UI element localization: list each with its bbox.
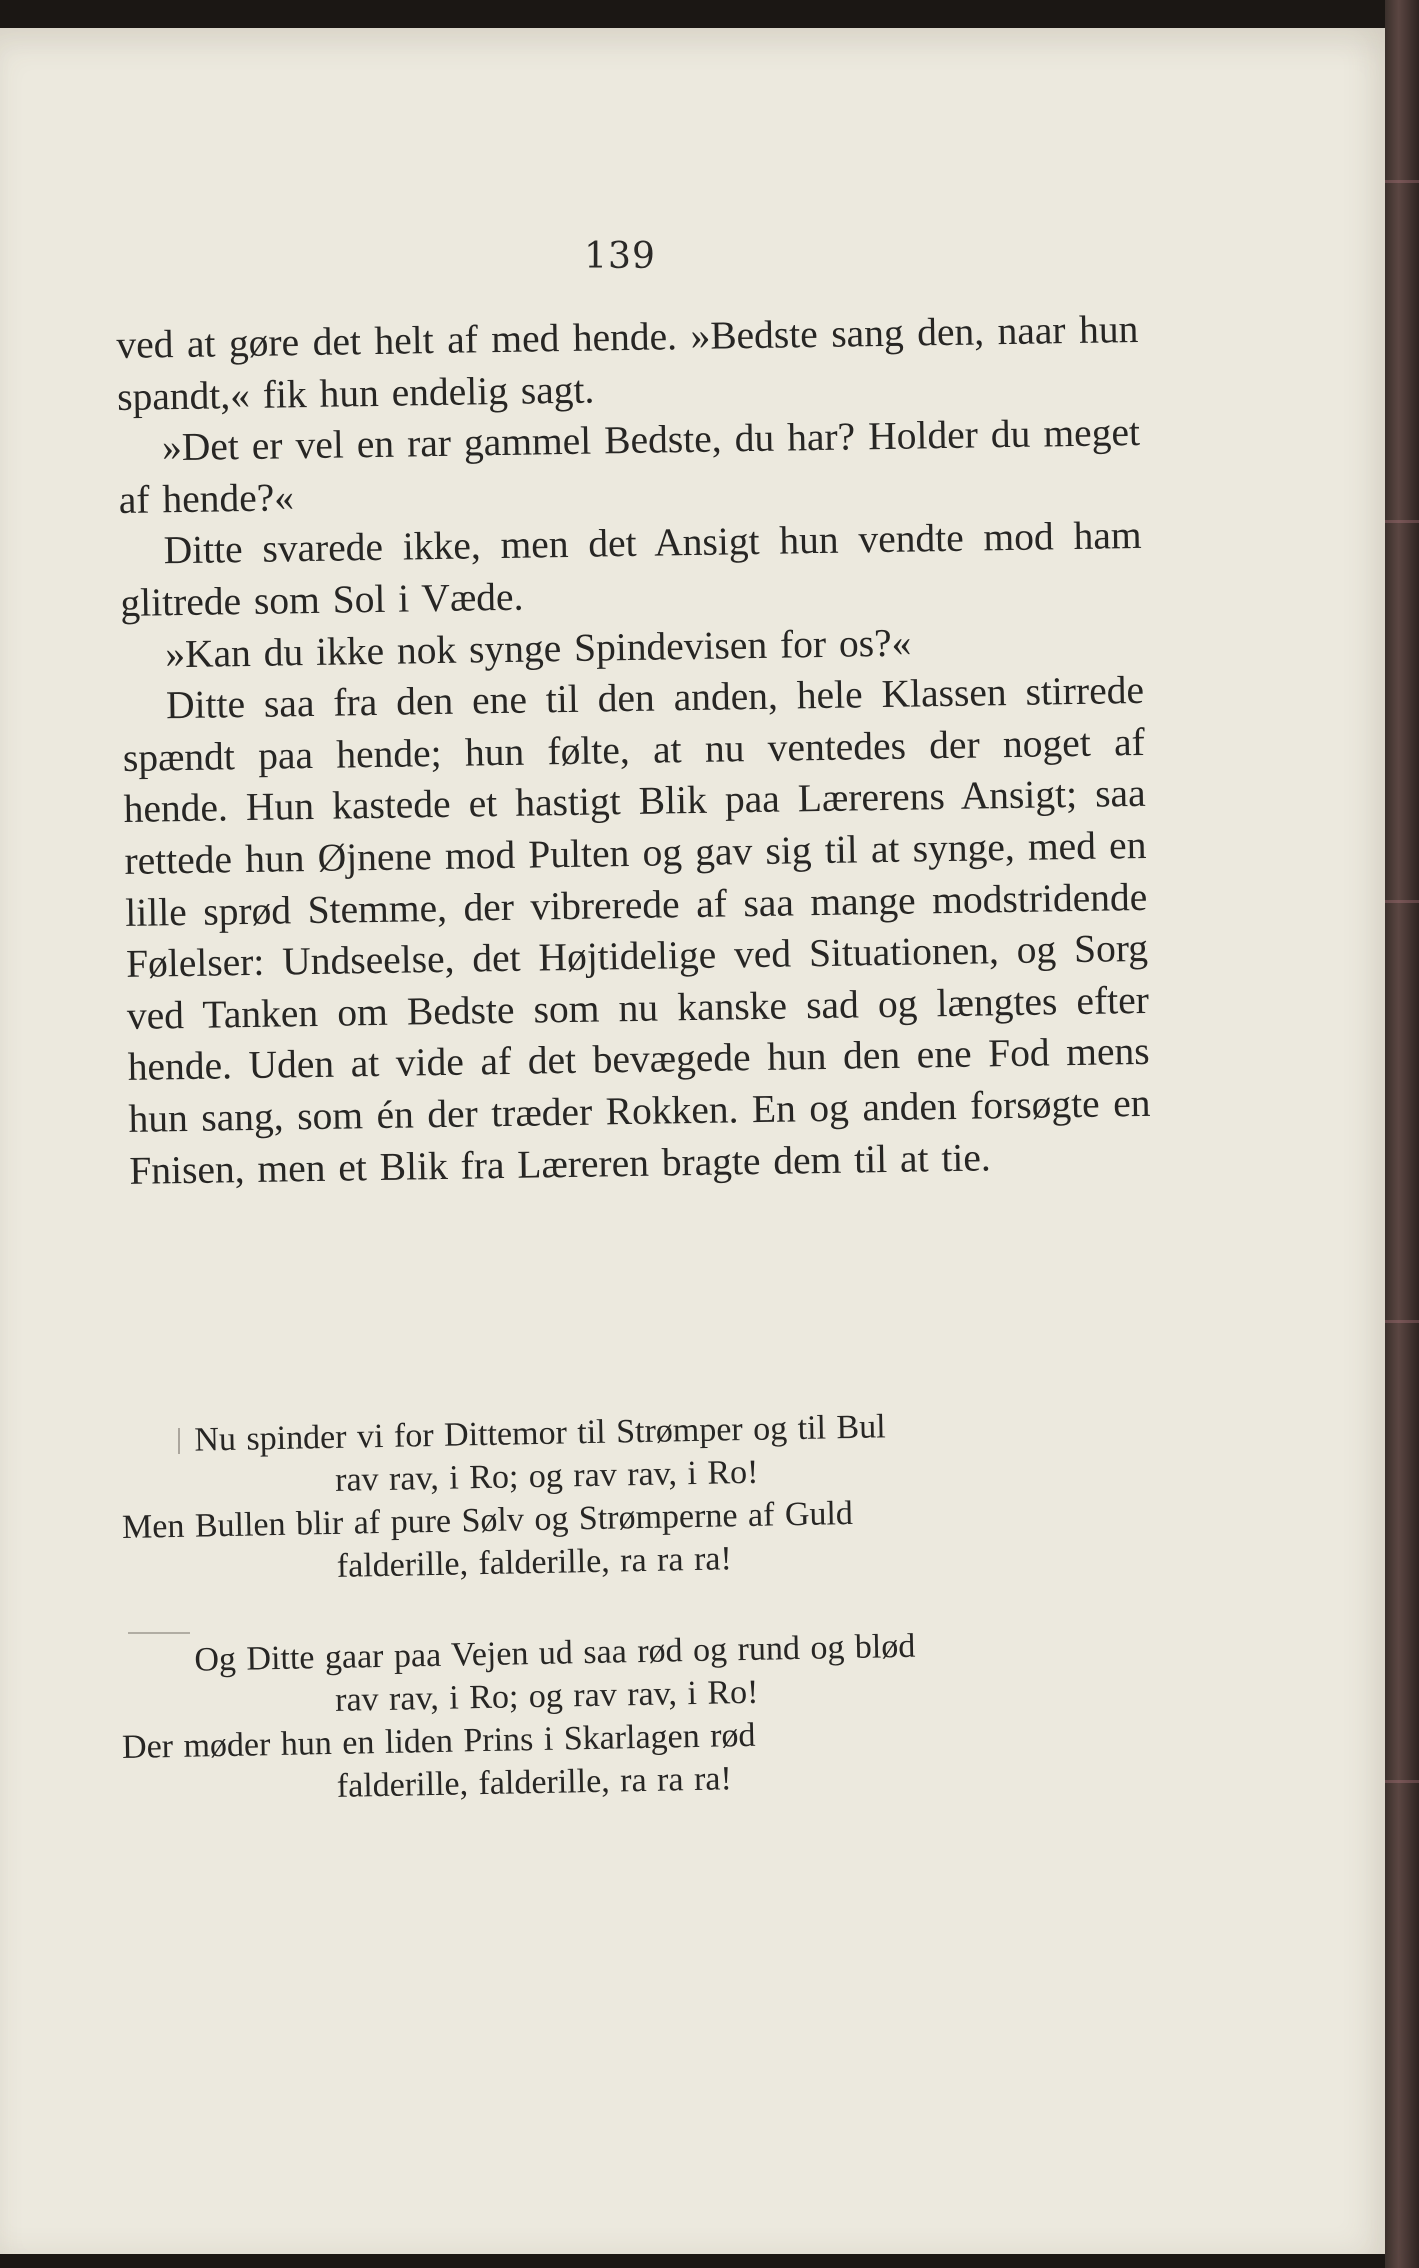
song-verse-1-line-2: rav rav, i Ro; og rav rav, i Ro!	[334, 1453, 759, 1499]
prose-body	[116, 304, 1152, 1197]
pencil-dash-mark	[128, 1632, 190, 1634]
book-binding-edge	[1385, 0, 1419, 2268]
paragraph-5: Ditte saa fra den ene til den anden, hele Klassen stirrede spændt paa hende; hun følte, at nu ventedes der noget af hende. Hun kastede et hastigt Blik paa Lærerens Ansigt; saa rettede hun Øjnene mod Pulten og gav sig til at synge, med en lille sprød Stemme, der vibrerede af saa mange modstridende Følelser: Undseelse, det Højtidelige ved Situationen, og Sorg ved Tanken om Bedste som nu kanske sad og længtes efter hende. Uden at vide af det bevægede hun den ene Fod mens hun sang, som én der træder Rokken. En og anden forsøgte en Fnisen, men et Blik fra Læreren bragte dem til at tie.	[122, 668, 1151, 1193]
page-number: 139	[584, 236, 656, 277]
song-verse-1	[120, 1401, 1123, 1592]
song-verse-2-line-3: Der møder hun en liden Prins i Skarlagen rød	[121, 1716, 756, 1766]
song-verse-2-line-1: Og Ditte gaar paa Vejen ud saa rød og rund og blød	[194, 1627, 916, 1679]
paragraph-2: »Det er vel en rar gammel Bedste, du har? Holder du meget af hende?«	[118, 410, 1141, 522]
pencil-tick-mark	[178, 1428, 180, 1454]
paragraph-1: ved at gøre det helt af med hende. »Bedste sang den, naar hun spandt,« fik hun endelig sagt.	[116, 306, 1139, 419]
song-verse-1-line-1: Nu spinder vi for Dittemor til Strømper og til Bul	[194, 1408, 886, 1459]
song-verse-2-line-2: rav rav, i Ro; og rav rav, i Ro!	[334, 1673, 759, 1719]
song-verse-1-line-4: falderille, falderille, ra ra ra!	[336, 1540, 733, 1585]
book-page	[0, 28, 1388, 2254]
paragraph-3: Ditte svarede ikke, men det Ansigt hun vendte mod ham glitrede som Sol i Væde.	[120, 513, 1142, 625]
paragraph-4: »Kan du ikke nok synge Spindevisen for os?«	[164, 620, 912, 676]
song-verse-2	[120, 1621, 1123, 1812]
song-verse-1-line-3: Men Bullen blir af pure Sølv og Strømperne af Guld	[121, 1494, 854, 1546]
song-verse-2-line-4: falderille, falderille, ra ra ra!	[336, 1760, 733, 1805]
